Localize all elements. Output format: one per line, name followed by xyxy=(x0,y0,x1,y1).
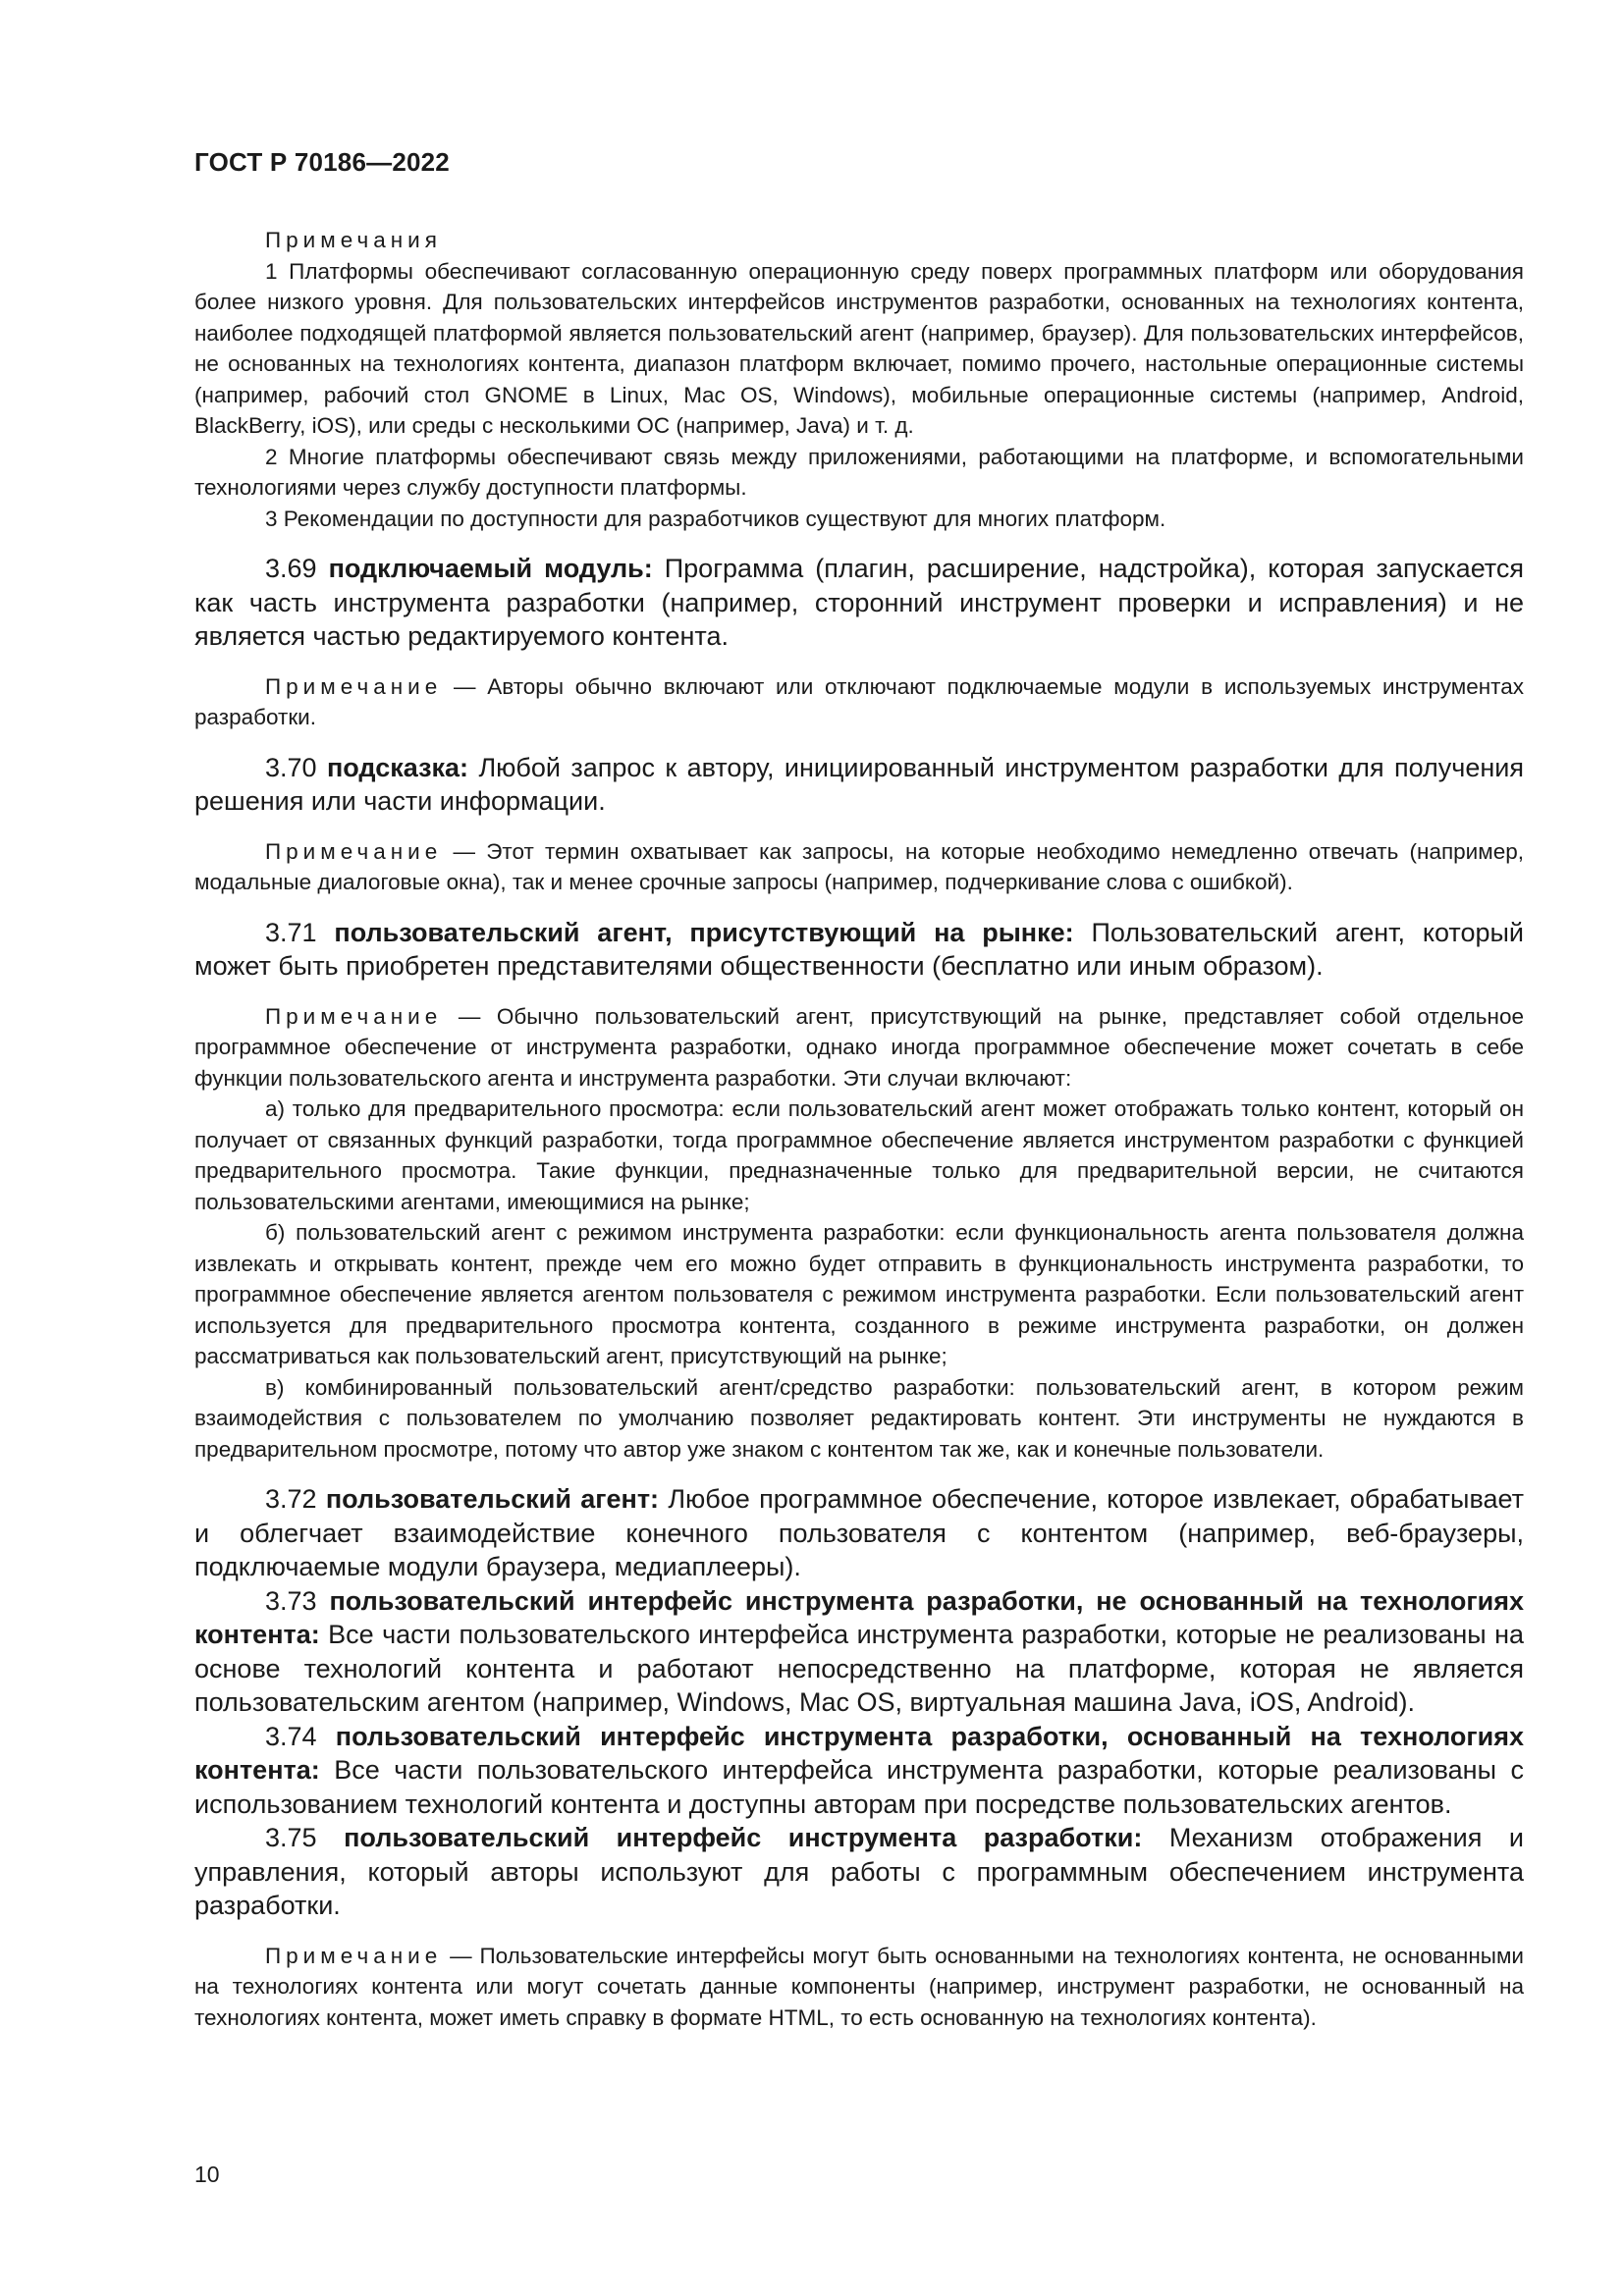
term-definition: Любой запрос к автору, инициированный инструментом разработки для получения решения или части информации. xyxy=(194,752,1524,816)
notes-heading: Примечания xyxy=(265,228,442,252)
notes-block xyxy=(194,225,1524,534)
term-title: пользовательский интерфейс инструмента разработки: xyxy=(344,1823,1143,1852)
note-text: — Обычно пользовательский агент, присутствующий на рынке, представляет собой отдельное программное обеспечение от инструмента разработки, однако иногда программное обеспечение может сочетать в себе функции пользовательского агента и инструмента разработки. Эти случаи включают: xyxy=(194,1003,1524,1091)
term-number: 3.73 xyxy=(265,1585,317,1616)
term-definition: Все части пользовательского интерфейса инструмента разработки, которые не реализованы на основе технологий контента и работают непосредственно на платформе, которая не является пользовательским агентом (например, Windows, Mac OS, виртуальная машина Java, iOS, Android). xyxy=(194,1620,1524,1717)
note-text: — Пользовательские интерфейсы могут быть основанными на технологиях контента, не основанными на технологиях контента или могут сочетать данные компоненты (например, инструмент разработки, не основанный на технологиях контента, может иметь справку в формате HTML, то есть основанную на технологиях контента). xyxy=(194,1943,1524,2030)
term-3-72 xyxy=(194,1482,1524,1584)
term-number: 3.71 xyxy=(265,917,317,947)
note-label: Примечание xyxy=(265,673,443,699)
term-title: пользовательский интерфейс инструмента разработки, основанный на технологиях контента: xyxy=(194,1721,1524,1785)
term-definition: Механизм отображения и управления, который авторы используют для работы с программным обеспечением инструмента разработки. xyxy=(194,1823,1524,1920)
note-3-71-item-b: б) пользовательский агент с режимом инструмента разработки: если функциональность агента пользователя должна извлекать и открывать контент, прежде чем его можно будет отправить в функциональность инструмента разработки, то программное обеспечение является агентом пользователя с режимом инструмента разработки. Если пользовательский агент используется для предварительного просмотра контента, созданного в режиме инструмента разработки, он должен рассматриваться как пользовательский агент, присутствующий на рынке; xyxy=(194,1220,1524,1368)
term-number: 3.69 xyxy=(265,554,317,583)
note-item-2: 2 Многие платформы обеспечивают связь между приложениями, работающими на платформе, и вспомогательными технологиями через службу доступности платформы. xyxy=(194,444,1524,500)
note-3-70 xyxy=(194,836,1524,898)
term-definition: Все части пользовательского интерфейса инструмента разработки, которые реализованы с использованием технологий контента и доступны авторам при посредстве пользовательских агентов. xyxy=(194,1755,1524,1819)
note-label: Примечание xyxy=(265,838,443,864)
term-number: 3.70 xyxy=(265,752,317,782)
term-title: пользовательский интерфейс инструмента разработки, не основанный на технологиях контента: xyxy=(194,1585,1524,1649)
note-3-75 xyxy=(194,1941,1524,2034)
note-item-1: 1 Платформы обеспечивают согласованную операционную среду поверх программных платформ или оборудования более низкого уровня. Для пользовательских интерфейсов инструментов разработки, основанных на технологиях контента, наиболее подходящей платформой является пользовательский агент (например, браузер). Для пользовательских интерфейсов, не основанных на технологиях контента, диапазон платформ включает, помимо прочего, настольные операционные системы (например, рабочий стол GNOME в Linux, Mac OS, Windows), мобильные операционные системы (например, Android, BlackBerry, iOS), или среды с несколькими ОС (например, Java) и т. д. xyxy=(194,258,1524,438)
term-number: 3.74 xyxy=(265,1721,317,1751)
term-number: 3.75 xyxy=(265,1823,317,1852)
term-3-75 xyxy=(194,1821,1524,1923)
page-number: 10 xyxy=(194,2162,220,2187)
term-title: подсказка: xyxy=(326,752,469,782)
document-body xyxy=(194,225,1524,2033)
term-number: 3.72 xyxy=(265,1484,317,1514)
note-item-3: 3 Рекомендации по доступности для разработчиков существуют для многих платформ. xyxy=(265,506,1166,531)
note-3-71-item-a: а) только для предварительного просмотра: если пользовательский агент может отображать только контент, который он получает от связанных функций разработки, тогда программное обеспечение является инструментом разработки с функцией предварительного просмотра. Такие функции, предназначенные только для предварительной версии, не считаются пользовательскими агентами, имеющимися на рынке; xyxy=(194,1096,1524,1214)
term-3-70 xyxy=(194,751,1524,819)
term-definition: Пользовательский агент, который может быть приобретен представителями общественности (бесплатно или иным образом). xyxy=(194,917,1524,981)
note-3-69 xyxy=(194,671,1524,733)
note-label: Примечание xyxy=(265,1943,443,1968)
note-3-71 xyxy=(194,1001,1524,1466)
note-text: — Этот термин охватывает как запросы, на которые необходимо немедленно отвечать (например, модальные диалоговые окна), так и менее срочные запросы (например, подчеркивание слова с ошибкой). xyxy=(194,838,1524,894)
term-definition: Программа (плагин, расширение, надстройка), которая запускается как часть инструмента разработки (например, сторонний инструмент проверки и исправления) и не является частью редактируемого контента. xyxy=(194,554,1524,651)
term-3-73 xyxy=(194,1584,1524,1720)
term-definition: Любое программное обеспечение, которое извлекает, обрабатывает и облегчает взаимодействие конечного пользователя с контентом (например, веб-браузеры, подключаемые модули браузера, медиаплееры). xyxy=(194,1484,1524,1581)
term-title: пользовательский агент: xyxy=(325,1484,660,1514)
note-label: Примечание xyxy=(265,1003,443,1029)
term-title: подключаемый модуль: xyxy=(328,554,653,583)
note-3-71-item-c: в) комбинированный пользовательский агент/средство разработки: пользовательский агент, в котором режим взаимодействия с пользователем по умолчанию позволяет редактировать контент. Эти инструменты не нуждаются в предварительном просмотре, потому что автор уже знаком с контентом так же, как и конечные пользователи. xyxy=(194,1374,1524,1462)
note-text: — Авторы обычно включают или отключают подключаемые модули в используемых инструментах разработки. xyxy=(194,673,1524,729)
term-title: пользовательский агент, присутствующий на рынке: xyxy=(334,917,1074,947)
term-3-71 xyxy=(194,916,1524,984)
document-code-header: ГОСТ Р 70186—2022 xyxy=(194,147,450,177)
term-3-74 xyxy=(194,1720,1524,1822)
term-3-69 xyxy=(194,552,1524,654)
